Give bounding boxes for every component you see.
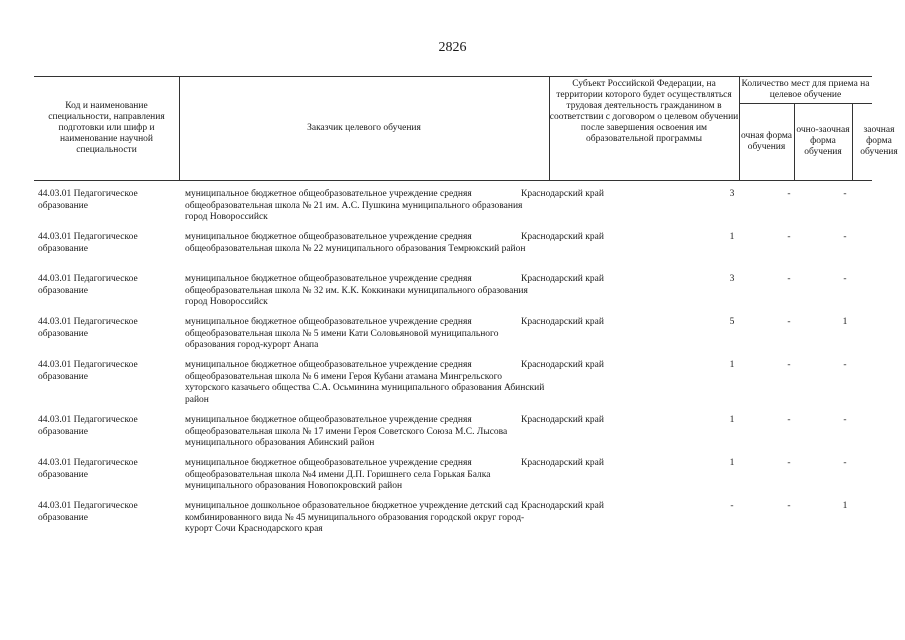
cell-correspondence: - [843,274,847,284]
cell-customer: муниципальное бюджетное общеобразовательное учреждение средняя общеобразовательная школа № 6 имени Героя Кубани атамана Мингрельского хуторского казачьего общества С.А. Осьминина муниципального образования Абинский район [185,360,545,405]
cell-part-time: - [787,274,791,284]
cell-correspondence: 1 [842,317,848,327]
cell-part-time: - [787,501,791,511]
cell-subject: Краснодарский край [521,274,604,284]
cell-correspondence: - [843,458,847,468]
cell-code: 44.03.01 Педагогическое образование [38,415,138,437]
header-divider [739,77,740,180]
cell-code: 44.03.01 Педагогическое образование [38,360,138,382]
cell-correspondence: - [843,189,847,199]
cell-subject: Краснодарский край [521,360,604,370]
header-code: Код и наименование специальности, направления подготовки или шифр и наименование научной специальности [48,101,165,155]
cell-subject: Краснодарский край [521,317,604,327]
cell-part-time: - [787,232,791,242]
header-customer: Заказчик целевого обучения [307,123,421,133]
header-divider [549,77,550,180]
cell-full-time: 1 [729,415,735,425]
cell-customer: муниципальное бюджетное общеобразовательное учреждение средняя общеобразовательная школа № 21 им. А.С. Пушкина муниципального образования город Новороссийск [185,189,523,222]
header-quantity: Количество мест для приема на целевое обучение [741,79,870,100]
cell-correspondence: - [843,232,847,242]
cell-subject: Краснодарский край [521,189,604,199]
header-subject: Субъект Российской Федерации, на территории которого будет осуществляться трудовая деятельность гражданином в соответствии с договором о целевом обучении после завершения освоения им образовательной программы [549,79,739,144]
cell-part-time: - [787,360,791,370]
cell-full-time: 5 [729,317,735,327]
cell-full-time: 3 [729,274,735,284]
cell-code: 44.03.01 Педагогическое образование [38,501,138,523]
header-divider [739,103,872,104]
cell-customer: муниципальное бюджетное общеобразовательное учреждение средняя общеобразовательная школа № 17 имени Героя Советского Союза М.С. Лысова муниципального образования Абинский район [185,415,508,448]
cell-part-time: - [787,317,791,327]
page-number: 2826 [438,40,467,55]
table-header [34,76,898,181]
header-correspondence: заочная форма обучения [860,125,898,157]
header-part-time: очно-заочная форма обучения [796,125,850,157]
cell-customer: муниципальное бюджетное общеобразовательное учреждение средняя общеобразовательная школа № 22 муниципального образования Темрюкский район [185,232,526,254]
cell-code: 44.03.01 Педагогическое образование [38,232,138,254]
cell-full-time: 1 [729,458,735,468]
cell-subject: Краснодарский край [521,458,604,468]
cell-correspondence: 1 [842,501,848,511]
cell-subject: Краснодарский край [521,501,604,511]
cell-customer: муниципальное дошкольное образовательное бюджетное учреждение детский сад комбинированного вида № 45 муниципального образования городской округ город-курорт Сочи Краснодарского края [185,501,525,534]
cell-code: 44.03.01 Педагогическое образование [38,317,138,339]
header-divider [852,103,853,180]
cell-subject: Краснодарский край [521,232,604,242]
cell-code: 44.03.01 Педагогическое образование [38,274,138,296]
cell-part-time: - [787,458,791,468]
cell-code: 44.03.01 Педагогическое образование [38,458,138,480]
cell-customer: муниципальное бюджетное общеобразовательное учреждение средняя общеобразовательная школа № 5 имени Кати Соловьяновой муниципального образования город-курорт Анапа [185,317,499,350]
cell-customer: муниципальное бюджетное общеобразовательное учреждение средняя общеобразовательная школа № 32 им. К.К. Коккинаки муниципального образования город Новороссийск [185,274,528,307]
cell-customer: муниципальное бюджетное общеобразовательное учреждение средняя общеобразовательная школа №4 имени Д.П. Горишнего села Горькая Балка муниципального образования Новопокровский район [185,458,491,491]
cell-part-time: - [787,415,791,425]
cell-subject: Краснодарский край [521,415,604,425]
cell-full-time: 3 [729,189,735,199]
cell-correspondence: - [843,360,847,370]
cell-correspondence: - [843,415,847,425]
cell-part-time: - [787,189,791,199]
cell-full-time: 1 [729,360,735,370]
cell-full-time: - [730,501,734,511]
cell-code: 44.03.01 Педагогическое образование [38,189,138,211]
cell-full-time: 1 [729,232,735,242]
header-divider [794,103,795,180]
header-divider [179,77,180,180]
header-full-time: очная форма обучения [740,130,792,152]
